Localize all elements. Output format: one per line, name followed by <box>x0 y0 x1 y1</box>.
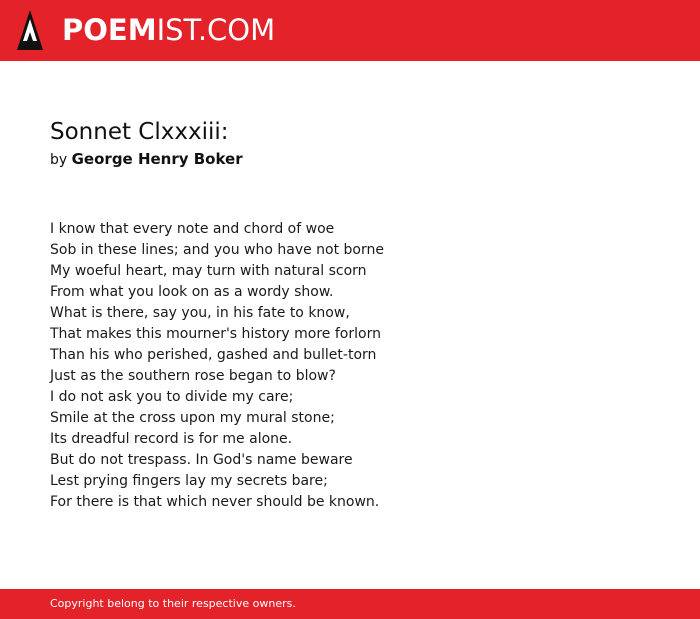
pencil-tip-icon[interactable] <box>17 10 43 50</box>
poem-line: My woeful heart, may turn with natural scorn <box>50 263 367 279</box>
brand-light-part: IST.COM <box>156 13 276 47</box>
site-footer <box>0 589 700 619</box>
poem-line: What is there, say you, in his fate to know, <box>50 305 350 321</box>
poem-line: From what you look on as a wordy show. <box>50 284 334 300</box>
poem-body <box>50 219 384 513</box>
by-label: by <box>50 152 68 168</box>
poem-line: Lest prying fingers lay my secrets bare; <box>50 473 328 489</box>
poem-title: Sonnet Clxxxiii: <box>50 119 229 145</box>
brand-bold-part: POEM <box>62 13 157 47</box>
poem-line: I know that every note and chord of woe <box>50 221 335 237</box>
poem-line: That makes this mourner's history more forlorn <box>50 326 381 342</box>
poem-line: Smile at the cross upon my mural stone; <box>50 410 335 426</box>
poem-line: Its dreadful record is for me alone. <box>50 431 293 447</box>
site-header <box>0 0 700 61</box>
site-logo-text[interactable] <box>62 12 275 48</box>
copyright-notice: Copyright belong to their respective owners. <box>50 597 296 610</box>
author-name: George Henry Boker <box>71 150 243 168</box>
poem-line: Just as the southern rose began to blow? <box>50 368 336 384</box>
poem-line: But do not trespass. In God's name beware <box>50 452 353 468</box>
byline <box>50 149 243 170</box>
poem-line: I do not ask you to divide my care; <box>50 389 294 405</box>
poem-line: For there is that which never should be known. <box>50 494 380 510</box>
poem-line: Sob in these lines; and you who have not borne <box>50 242 384 258</box>
poem-line: Than his who perished, gashed and bullet-torn <box>50 347 377 363</box>
